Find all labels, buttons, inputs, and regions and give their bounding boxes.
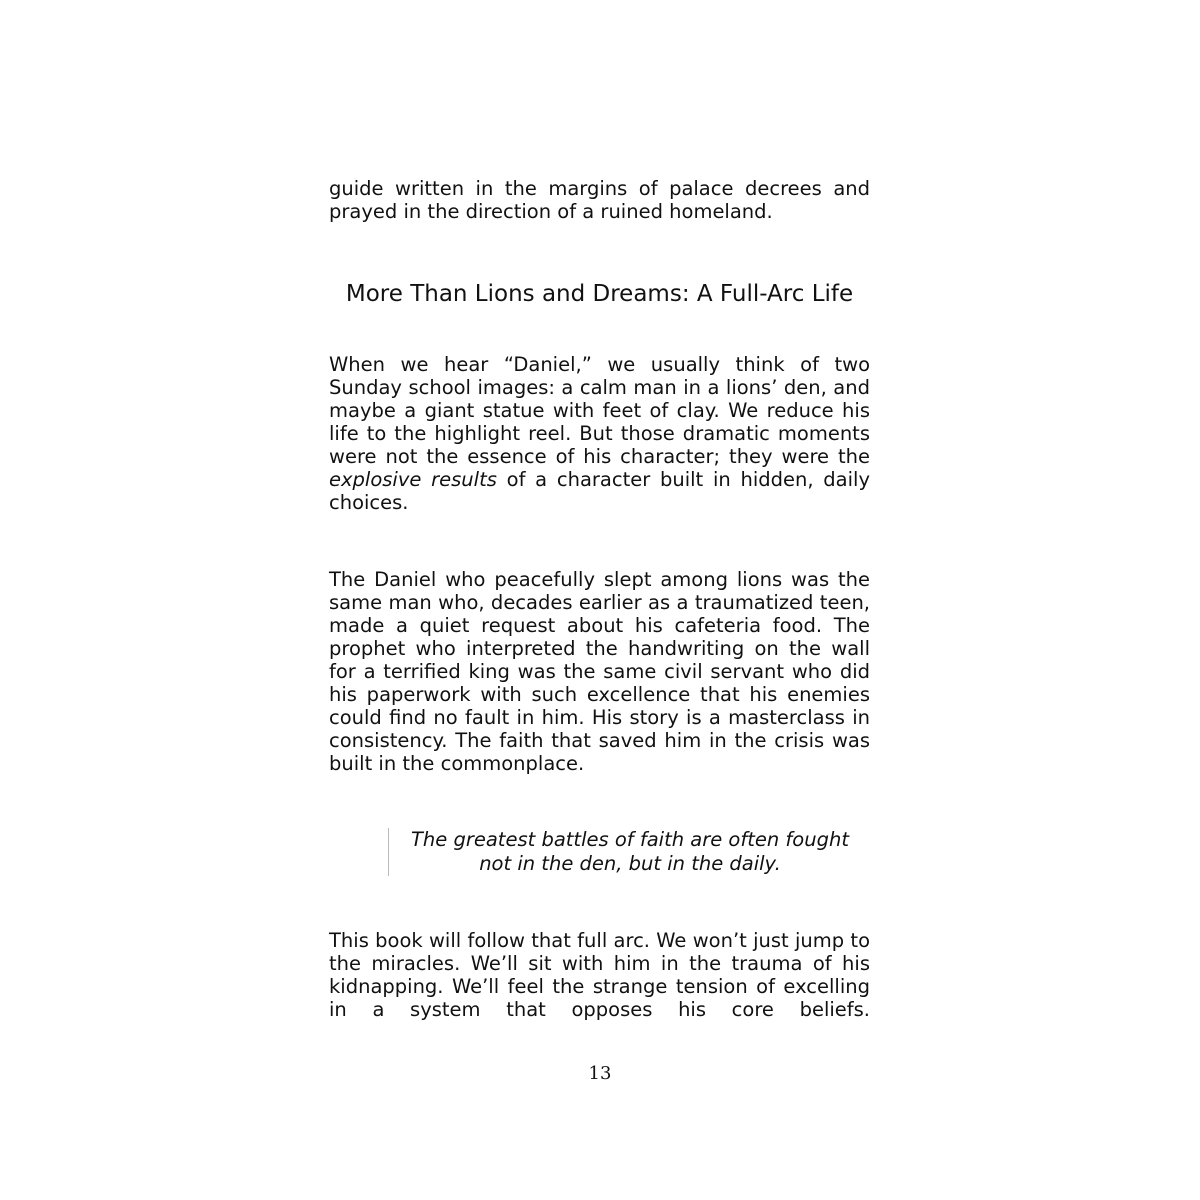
paragraph-one-text-start: When we hear “Daniel,” we usually think of two Sunday school images: a calm man in a lions’ den, and maybe a giant statue with feet of clay. We reduce his life to the highlight reel. But those dramatic moments were not the essence of his character; they were the — [329, 353, 870, 468]
emphasized-phrase: explosive results — [329, 468, 497, 491]
body-paragraph-two: The Daniel who peacefully slept among lions was the same man who, decades earlier as a traumatized teen, made a quiet request about his cafeteria food. The prophet who interpreted the handwriting on the wall for a terrified king was the same civil servant who did his paperwork with such excellence that his enemies could find no fault in him. His story is a masterclass in consistency. The faith that saved him in the crisis was built in the commonplace. — [329, 568, 870, 775]
body-paragraph-one — [329, 353, 870, 514]
body-paragraph-three: This book will follow that full arc. We won’t just jump to the miracles. We’ll sit with him in the trauma of his kidnapping. We’ll feel the strange tension of excelling in a system that opposes his core beliefs. — [329, 929, 870, 1021]
pull-quote-line-two: not in the den, but in the daily. — [479, 852, 781, 875]
pull-quote — [388, 828, 871, 876]
chapter-heading: More Than Lions and Dreams: A Full-Arc Life — [345, 281, 854, 307]
pull-quote-line-one: The greatest battles of faith are often fought — [411, 828, 849, 851]
paragraph-one-text-end: of a character built in hidden, daily choices. — [329, 468, 871, 514]
page-number: 13 — [588, 1063, 612, 1084]
intro-paragraph: guide written in the margins of palace decrees and prayed in the direction of a ruined homeland. — [329, 177, 870, 223]
